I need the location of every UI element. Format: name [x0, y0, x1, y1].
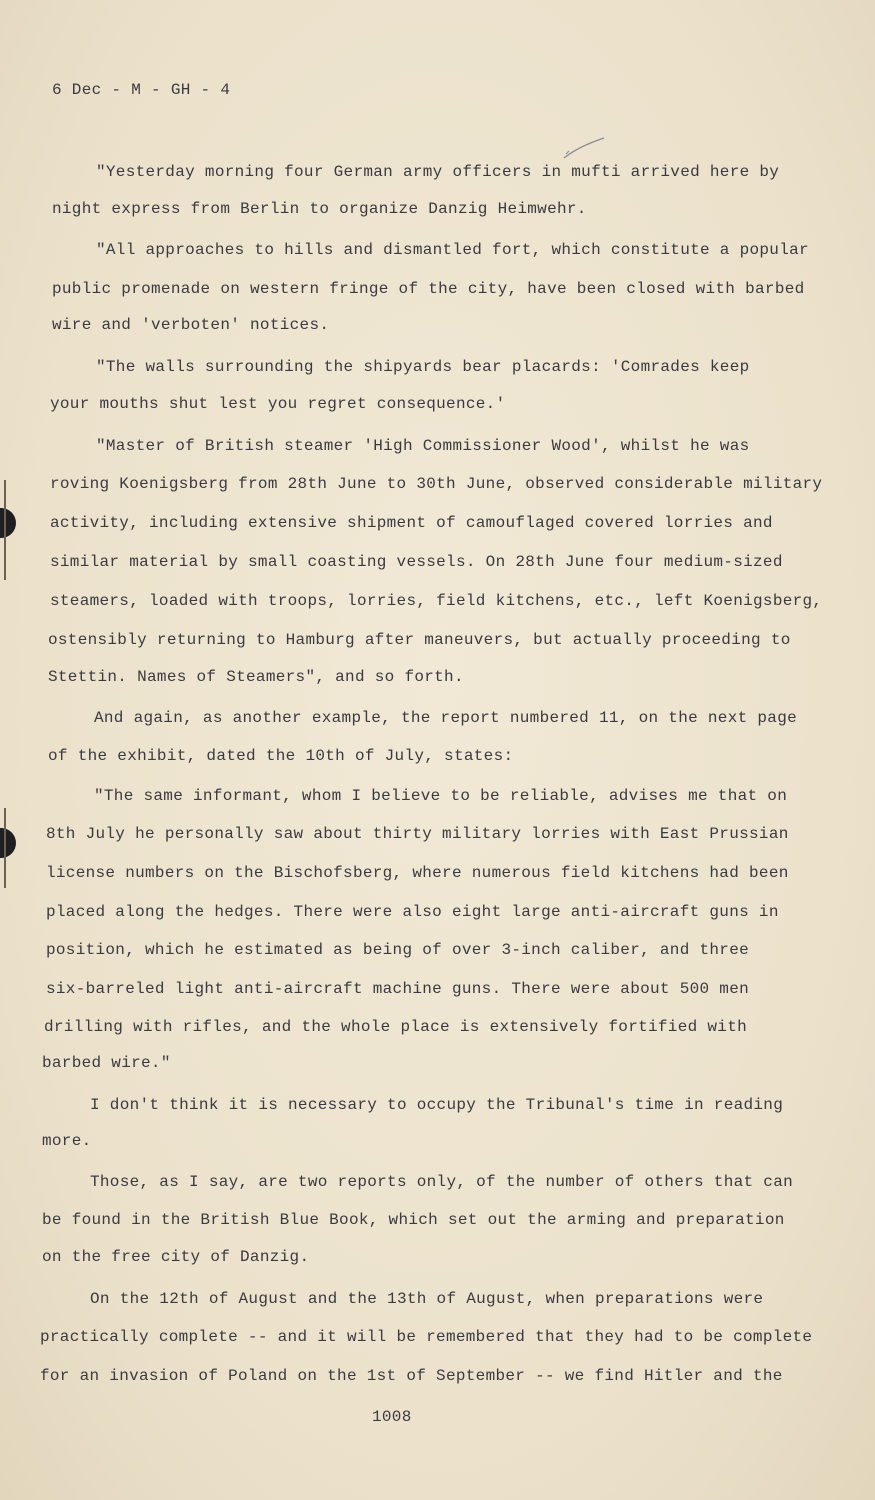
text-line: practically complete -- and it will be remembered that they had to be complete — [40, 1328, 813, 1346]
text-line: I don't think it is necessary to occupy the Tribunal's time in reading — [90, 1096, 784, 1114]
text-line: Those, as I say, are two reports only, of the number of others that can — [90, 1173, 794, 1191]
text-line: for an invasion of Poland on the 1st of September -- we find Hitler and the — [40, 1367, 783, 1385]
text-line: "Master of British steamer 'High Commissioner Wood', whilst he was — [96, 437, 750, 455]
pencil-mark-icon — [560, 134, 610, 164]
text-line: "Yesterday morning four German army officers in mufti arrived here by — [96, 163, 780, 181]
text-line: Stettin. Names of Steamers", and so forth. — [48, 668, 464, 686]
binding-hole-icon — [0, 508, 16, 538]
text-line: ostensibly returning to Hamburg after maneuvers, but actually proceeding to — [48, 631, 791, 649]
text-line: similar material by small coasting vessels. On 28th June four medium-sized — [50, 553, 783, 571]
text-line: your mouths shut lest you regret consequence.' — [50, 395, 506, 413]
text-line: more. — [42, 1132, 92, 1150]
page-number: 1008 — [372, 1408, 412, 1426]
text-line: drilling with rifles, and the whole place is extensively fortified with — [44, 1018, 748, 1036]
text-line: license numbers on the Bischofsberg, where numerous field kitchens had been — [46, 864, 789, 882]
text-line: six-barreled light anti-aircraft machine guns. There were about 500 men — [46, 980, 750, 998]
text-line: 8th July he personally saw about thirty military lorries with East Prussian — [46, 825, 789, 843]
text-line: "All approaches to hills and dismantled fort, which constitute a popular — [96, 241, 809, 259]
text-line: And again, as another example, the report numbered 11, on the next page — [94, 709, 798, 727]
text-line: roving Koenigsberg from 28th June to 30th June, observed considerable military — [50, 475, 823, 493]
text-line: steamers, loaded with troops, lorries, field kitchens, etc., left Koenigsberg, — [50, 592, 823, 610]
text-line: wire and 'verboten' notices. — [52, 316, 330, 334]
text-line: placed along the hedges. There were also eight large anti-aircraft guns in — [46, 903, 779, 921]
text-line: public promenade on western fringe of the city, have been closed with barbed — [52, 280, 805, 298]
text-line: activity, including extensive shipment of camouflaged covered lorries and — [50, 514, 773, 532]
binding-crease-icon — [4, 808, 6, 888]
text-line: On the 12th of August and the 13th of August, when preparations were — [90, 1290, 764, 1308]
text-line: on the free city of Danzig. — [42, 1248, 310, 1266]
text-line: "The walls surrounding the shipyards bear placards: 'Comrades keep — [96, 358, 750, 376]
text-line: position, which he estimated as being of over 3-inch caliber, and three — [46, 941, 750, 959]
binding-hole-icon — [0, 828, 16, 858]
text-line: be found in the British Blue Book, which set out the arming and preparation — [42, 1211, 785, 1229]
text-line: of the exhibit, dated the 10th of July, states: — [48, 747, 514, 765]
text-line: "The same informant, whom I believe to be reliable, advises me that on — [94, 787, 788, 805]
binding-crease-icon — [4, 480, 6, 580]
text-line: barbed wire." — [42, 1054, 171, 1072]
page-header: 6 Dec - M - GH - 4 — [52, 81, 231, 99]
text-line: night express from Berlin to organize Danzig Heimwehr. — [52, 200, 587, 218]
